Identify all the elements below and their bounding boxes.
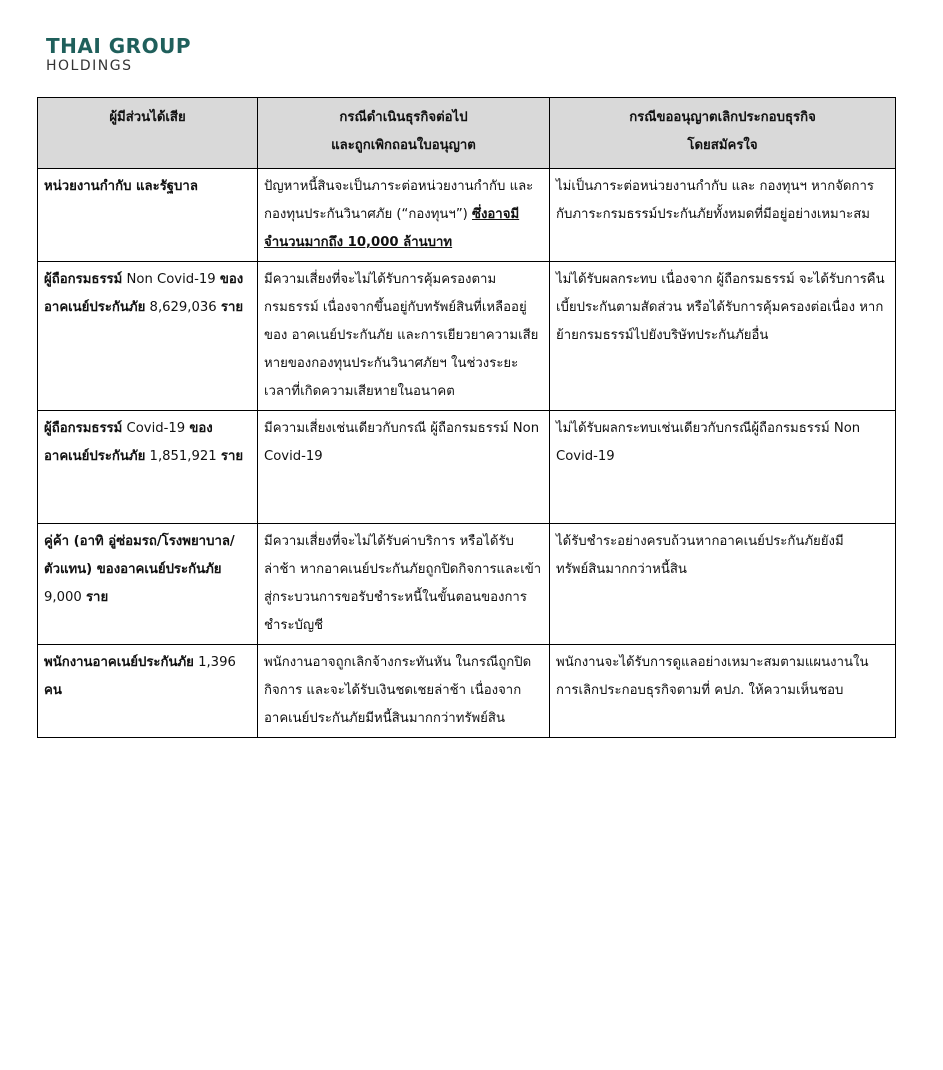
stakeholder-count: 9,000 — [44, 590, 86, 605]
continue-emphasis: ซึ่งอาจมีจำนวนมากถึง 10,000 ล้านบาท — [264, 207, 520, 250]
voluntary-text: ไม่ได้รับผลกระทบเช่นเดียวกับกรณีผู้ถือกรมธรรม์ Non Covid-19 — [556, 421, 861, 464]
stakeholder-unit: คน — [44, 683, 62, 698]
cell-continue-business — [258, 524, 550, 645]
header-voluntary-closure — [550, 98, 896, 169]
stakeholder-count: 1,396 — [193, 655, 236, 670]
stakeholder-count: 1,851,921 — [145, 449, 221, 464]
voluntary-text: ไม่ได้รับผลกระทบ เนื่องจาก ผู้ถือกรมธรรม์ จะได้รับการคืนเบี้ยประกันตามสัดส่วน หรือได้รับการคุ้มครองต่อเนื่อง หากย้ายกรมธรรม์ไปยังบริษัทประกันภัยอื่น — [556, 272, 885, 343]
cell-voluntary-closure — [550, 169, 896, 262]
cell-stakeholder — [38, 524, 258, 645]
cell-voluntary-closure — [550, 262, 896, 411]
stakeholder-name: หน่วยงานกำกับ และรัฐบาล — [44, 179, 198, 194]
stakeholder-name: ผู้ถือกรมธรรม์ — [44, 421, 123, 436]
company-logo — [46, 36, 191, 73]
logo-line-2: HOLDINGS — [46, 58, 133, 74]
cell-stakeholder — [38, 645, 258, 738]
stakeholder-name: ผู้ถือกรมธรรม์ — [44, 272, 123, 287]
table-row — [38, 169, 896, 262]
header-line: และถูกเพิกถอนใบอนุญาต — [331, 138, 476, 153]
continue-text: มีความเสี่ยงที่จะไม่ได้รับการคุ้มครองตามกรมธรรม์ เนื่องจากขึ้นอยู่กับทรัพย์สินที่เหลืออยู่ของ อาคเนย์ประกันภัย และการเยียวยาความเสียหายของกองทุนประกันวินาศภัยฯ ในช่วงระยะเวลาที่เกิดความเสียหายในอนาคต — [264, 272, 539, 399]
voluntary-text: พนักงานจะได้รับการดูแลอย่างเหมาะสมตามแผนงานในการเลิกประกอบธุรกิจตามที่ คปภ. ให้ความเห็นชอบ — [556, 655, 869, 698]
header-line: โดยสมัครใจ — [687, 138, 758, 153]
cell-voluntary-closure — [550, 645, 896, 738]
stakeholder-policy-type: Covid-19 — [122, 421, 190, 436]
header-stakeholder — [38, 98, 258, 169]
header-line: กรณีขออนุญาตเลิกประกอบธุรกิจ — [629, 110, 816, 125]
voluntary-text: ไม่เป็นภาระต่อหน่วยงานกำกับ และ กองทุนฯ หากจัดการกับภาระกรมธรรม์ประกันภัยทั้งหมดที่มีอยู่อย่างเหมาะสม — [556, 179, 874, 222]
continue-text: มีความเสี่ยงที่จะไม่ได้รับค่าบริการ หรือได้รับล่าช้า หากอาคเนย์ประกันภัยถูกปิดกิจการและเข้าสู่กระบวนการขอรับชำระหนี้ในขั้นตอนของการชำระบัญชี — [264, 534, 542, 633]
cell-continue-business — [258, 169, 550, 262]
table-row — [38, 645, 896, 738]
cell-voluntary-closure — [550, 411, 896, 524]
logo-line-1: THAI GROUP — [46, 34, 191, 58]
header-line: กรณีดำเนินธุรกิจต่อไป — [339, 110, 468, 125]
table-row — [38, 411, 896, 524]
stakeholder-unit: ราย — [220, 449, 244, 464]
cell-stakeholder — [38, 169, 258, 262]
continue-text: พนักงานอาจถูกเลิกจ้างกระทันหัน ในกรณีถูกปิดกิจการ และจะได้รับเงินชดเชยล่าช้า เนื่องจากอาคเนย์ประกันภัยมีหนี้สินมากกว่าทรัพย์สิน — [264, 655, 532, 726]
header-line: ผู้มีส่วนได้เสีย — [109, 110, 186, 125]
stakeholder-unit: ราย — [220, 300, 244, 315]
stakeholder-count: 8,629,036 — [145, 300, 221, 315]
voluntary-text: ได้รับชำระอย่างครบถ้วนหากอาคเนย์ประกันภัยยังมีทรัพย์สินมากกว่าหนี้สิน — [556, 534, 844, 577]
stakeholder-impact-table — [37, 97, 896, 738]
cell-continue-business — [258, 645, 550, 738]
cell-continue-business — [258, 411, 550, 524]
table-row — [38, 524, 896, 645]
cell-continue-business — [258, 262, 550, 411]
stakeholder-policy-type: Non Covid-19 — [122, 272, 220, 287]
table-row — [38, 262, 896, 411]
stakeholder-company: ของอาคเนย์ประกันภัย — [44, 421, 213, 464]
header-continue-business — [258, 98, 550, 169]
continue-text: ปัญหาหนี้สินจะเป็นภาระต่อหน่วยงานกำกับ และ กองทุนประกันวินาศภัย (“กองทุนฯ”) — [264, 179, 534, 222]
stakeholder-unit: ราย — [85, 590, 109, 605]
continue-text: มีความเสี่ยงเช่นเดียวกับกรณี ผู้ถือกรมธรรม์ Non Covid-19 — [264, 421, 540, 464]
stakeholder-company: ของอาคเนย์ประกันภัย — [44, 272, 244, 315]
cell-stakeholder — [38, 262, 258, 411]
stakeholder-name: คู่ค้า (อาทิ อู่ซ่อมรถ/โรงพยาบาล/ตัวแทน) ของอาคเนย์ประกันภัย — [44, 534, 235, 577]
cell-stakeholder — [38, 411, 258, 524]
table-header-row — [38, 98, 896, 169]
stakeholder-name: พนักงานอาคเนย์ประกันภัย — [44, 655, 194, 670]
cell-voluntary-closure — [550, 524, 896, 645]
